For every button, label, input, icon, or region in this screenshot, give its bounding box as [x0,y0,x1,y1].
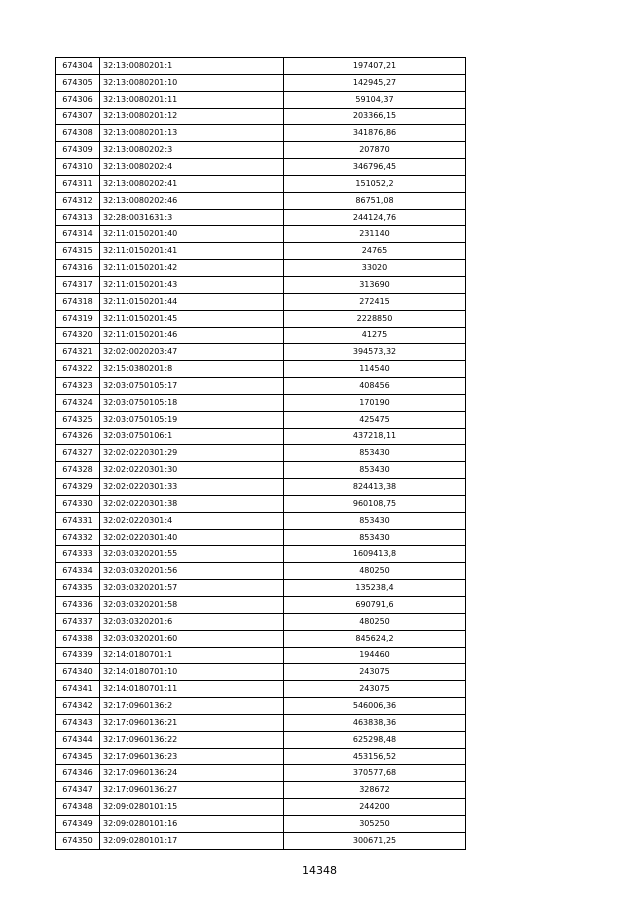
row-id-cell: 674326 [56,428,100,445]
table-row [56,58,466,75]
value-cell: 1609413,8 [284,546,466,563]
row-id-cell: 674343 [56,714,100,731]
row-id-cell: 674334 [56,563,100,580]
table-row [56,226,466,243]
row-id-cell: 674317 [56,276,100,293]
table-row [56,142,466,159]
cadastral-number-cell: 32:11:0150201:46 [100,327,284,344]
row-id-cell: 674319 [56,310,100,327]
table-row [56,832,466,849]
value-cell: 853430 [284,445,466,462]
cadastral-number-cell: 32:03:0750106:1 [100,428,284,445]
cadastral-number-cell: 32:11:0150201:42 [100,260,284,277]
cadastral-number-cell: 32:13:0080202:4 [100,159,284,176]
value-cell: 394573,32 [284,344,466,361]
cadastral-number-cell: 32:14:0180701:1 [100,647,284,664]
row-id-cell: 674350 [56,832,100,849]
value-cell: 305250 [284,815,466,832]
cadastral-number-cell: 32:14:0180701:11 [100,681,284,698]
cadastral-number-cell: 32:02:0220301:40 [100,529,284,546]
row-id-cell: 674349 [56,815,100,832]
row-id-cell: 674308 [56,125,100,142]
value-cell: 170190 [284,394,466,411]
cadastral-number-cell: 32:03:0320201:58 [100,597,284,614]
table-row [56,276,466,293]
value-cell: 203366,15 [284,108,466,125]
table-row [56,580,466,597]
value-cell: 463838,36 [284,714,466,731]
row-id-cell: 674322 [56,361,100,378]
cadastral-number-cell: 32:09:0280101:16 [100,815,284,832]
row-id-cell: 674337 [56,613,100,630]
cadastral-number-cell: 32:13:0080202:3 [100,142,284,159]
row-id-cell: 674306 [56,91,100,108]
cadastral-number-cell: 32:11:0150201:43 [100,276,284,293]
cadastral-number-cell: 32:03:0320201:57 [100,580,284,597]
row-id-cell: 674305 [56,74,100,91]
value-cell: 328672 [284,782,466,799]
row-id-cell: 674332 [56,529,100,546]
value-cell: 24765 [284,243,466,260]
cadastral-number-cell: 32:17:0960136:24 [100,765,284,782]
row-id-cell: 674329 [56,479,100,496]
table-row [56,74,466,91]
cadastral-number-cell: 32:09:0280101:15 [100,799,284,816]
cadastral-number-cell: 32:15:0380201:8 [100,361,284,378]
row-id-cell: 674310 [56,159,100,176]
value-cell: 197407,21 [284,58,466,75]
table-row [56,597,466,614]
table-row [56,563,466,580]
value-cell: 845624,2 [284,630,466,647]
cadastral-number-cell: 32:17:0960136:22 [100,731,284,748]
row-id-cell: 674325 [56,411,100,428]
table-row [56,209,466,226]
row-id-cell: 674339 [56,647,100,664]
row-id-cell: 674314 [56,226,100,243]
table-body [56,58,466,850]
row-id-cell: 674312 [56,192,100,209]
cadastral-number-cell: 32:03:0750105:19 [100,411,284,428]
cadastral-number-cell: 32:02:0220301:29 [100,445,284,462]
value-cell: 243075 [284,664,466,681]
row-id-cell: 674331 [56,512,100,529]
cadastral-number-cell: 32:02:0220301:33 [100,479,284,496]
value-cell: 824413,38 [284,479,466,496]
value-cell: 853430 [284,462,466,479]
row-id-cell: 674347 [56,782,100,799]
value-cell: 690791,6 [284,597,466,614]
table-row [56,479,466,496]
row-id-cell: 674328 [56,462,100,479]
value-cell: 244124,76 [284,209,466,226]
row-id-cell: 674330 [56,495,100,512]
table-row [56,765,466,782]
cadastral-number-cell: 32:03:0320201:6 [100,613,284,630]
cadastral-number-cell: 32:28:0031631:3 [100,209,284,226]
cadastral-number-cell: 32:13:0080201:12 [100,108,284,125]
table-row [56,428,466,445]
table-row [56,529,466,546]
row-id-cell: 674309 [56,142,100,159]
value-cell: 194460 [284,647,466,664]
row-id-cell: 674321 [56,344,100,361]
table-row [56,260,466,277]
table-row [56,546,466,563]
value-cell: 33020 [284,260,466,277]
value-cell: 300671,25 [284,832,466,849]
row-id-cell: 674342 [56,698,100,715]
value-cell: 243075 [284,681,466,698]
row-id-cell: 674323 [56,378,100,395]
row-id-cell: 674338 [56,630,100,647]
table-row [56,344,466,361]
value-cell: 853430 [284,512,466,529]
table-row [56,243,466,260]
value-cell: 425475 [284,411,466,428]
row-id-cell: 674307 [56,108,100,125]
cadastral-number-cell: 32:14:0180701:10 [100,664,284,681]
data-table [55,57,466,850]
value-cell: 86751,08 [284,192,466,209]
table-row [56,782,466,799]
value-cell: 2228850 [284,310,466,327]
row-id-cell: 674333 [56,546,100,563]
table-row [56,698,466,715]
table-row [56,327,466,344]
row-id-cell: 674315 [56,243,100,260]
row-id-cell: 674313 [56,209,100,226]
row-id-cell: 674320 [56,327,100,344]
table-row [56,462,466,479]
row-id-cell: 674341 [56,681,100,698]
value-cell: 453156,52 [284,748,466,765]
value-cell: 135238,4 [284,580,466,597]
row-id-cell: 674316 [56,260,100,277]
value-cell: 41275 [284,327,466,344]
row-id-cell: 674324 [56,394,100,411]
table-row [56,125,466,142]
row-id-cell: 674340 [56,664,100,681]
cadastral-number-cell: 32:17:0960136:27 [100,782,284,799]
cadastral-number-cell: 32:13:0080201:11 [100,91,284,108]
cadastral-number-cell: 32:02:0020203:47 [100,344,284,361]
table-row [56,495,466,512]
cadastral-number-cell: 32:03:0320201:60 [100,630,284,647]
table-row [56,630,466,647]
cadastral-number-cell: 32:17:0960136:23 [100,748,284,765]
cadastral-number-cell: 32:11:0150201:41 [100,243,284,260]
row-id-cell: 674346 [56,765,100,782]
cadastral-number-cell: 32:02:0220301:4 [100,512,284,529]
table-row [56,192,466,209]
table-row [56,445,466,462]
cadastral-number-cell: 32:09:0280101:17 [100,832,284,849]
cadastral-number-cell: 32:17:0960136:21 [100,714,284,731]
table-row [56,293,466,310]
value-cell: 625298,48 [284,731,466,748]
cadastral-number-cell: 32:13:0080201:10 [100,74,284,91]
cadastral-number-cell: 32:02:0220301:30 [100,462,284,479]
cadastral-number-cell: 32:11:0150201:45 [100,310,284,327]
value-cell: 370577,68 [284,765,466,782]
cadastral-number-cell: 32:02:0220301:38 [100,495,284,512]
value-cell: 480250 [284,613,466,630]
table-row [56,647,466,664]
page-number: 14348 [302,864,337,877]
value-cell: 244200 [284,799,466,816]
value-cell: 142945,27 [284,74,466,91]
value-cell: 546006,36 [284,698,466,715]
table-row [56,159,466,176]
table-row [56,681,466,698]
table-row [56,411,466,428]
cadastral-number-cell: 32:13:0080201:13 [100,125,284,142]
value-cell: 231140 [284,226,466,243]
table-row [56,175,466,192]
cadastral-number-cell: 32:13:0080202:46 [100,192,284,209]
row-id-cell: 674318 [56,293,100,310]
value-cell: 960108,75 [284,495,466,512]
row-id-cell: 674327 [56,445,100,462]
table-row [56,731,466,748]
value-cell: 272415 [284,293,466,310]
table-row [56,361,466,378]
value-cell: 408456 [284,378,466,395]
table-row [56,664,466,681]
row-id-cell: 674345 [56,748,100,765]
cadastral-number-cell: 32:11:0150201:40 [100,226,284,243]
cadastral-number-cell: 32:13:0080201:1 [100,58,284,75]
value-cell: 341876,86 [284,125,466,142]
table-row [56,748,466,765]
table-row [56,378,466,395]
row-id-cell: 674335 [56,580,100,597]
table-row [56,108,466,125]
row-id-cell: 674348 [56,799,100,816]
value-cell: 151052,2 [284,175,466,192]
row-id-cell: 674344 [56,731,100,748]
cadastral-number-cell: 32:03:0320201:55 [100,546,284,563]
row-id-cell: 674311 [56,175,100,192]
value-cell: 59104,37 [284,91,466,108]
cadastral-number-cell: 32:13:0080202:41 [100,175,284,192]
value-cell: 480250 [284,563,466,580]
table-row [56,310,466,327]
cadastral-number-cell: 32:03:0750105:18 [100,394,284,411]
cadastral-number-cell: 32:11:0150201:44 [100,293,284,310]
row-id-cell: 674304 [56,58,100,75]
cadastral-number-cell: 32:17:0960136:2 [100,698,284,715]
table-row [56,394,466,411]
value-cell: 313690 [284,276,466,293]
value-cell: 207870 [284,142,466,159]
value-cell: 853430 [284,529,466,546]
row-id-cell: 674336 [56,597,100,614]
table-row [56,91,466,108]
table-row [56,613,466,630]
table-row [56,714,466,731]
cadastral-number-cell: 32:03:0750105:17 [100,378,284,395]
table-row [56,799,466,816]
value-cell: 346796,45 [284,159,466,176]
table-row [56,815,466,832]
value-cell: 114540 [284,361,466,378]
value-cell: 437218,11 [284,428,466,445]
cadastral-number-cell: 32:03:0320201:56 [100,563,284,580]
table-row [56,512,466,529]
